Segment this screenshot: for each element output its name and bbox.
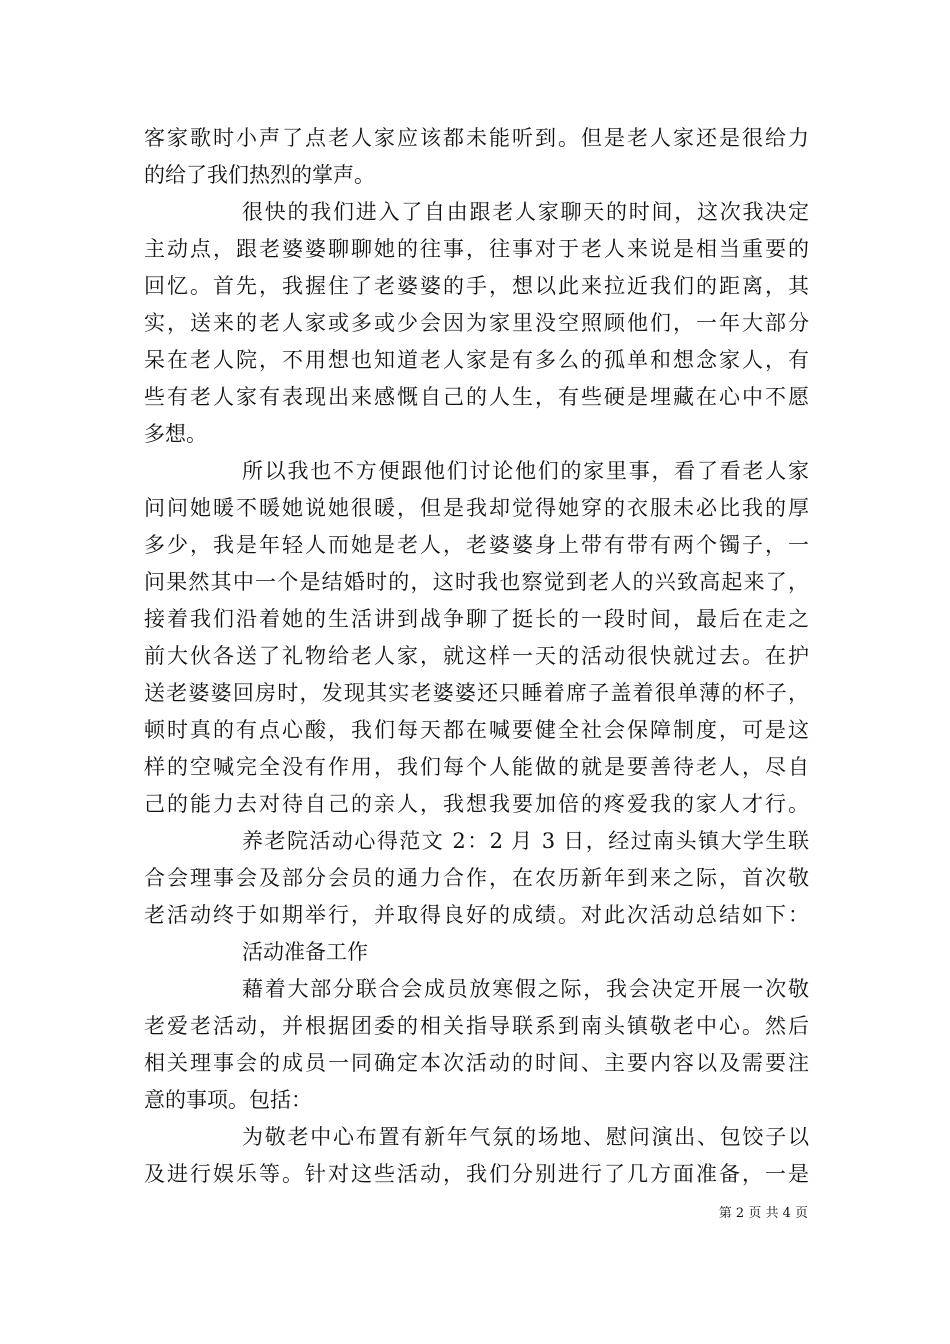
text-line: 问果然其中一个是结婚时的，这时我也察觉到老人的兴致高起来了， (144, 570, 809, 594)
text-line: 所以我也不方便跟他们讨论他们的家里事，看了看老人家 (242, 459, 809, 483)
text-line: 些有老人家有表现出来感慨自己的人生，有些硬是埋藏在心中不愿 (144, 385, 809, 409)
text-line: 老爱老活动，并根据团委的相关指导联系到南头镇敬老中心。然后 (144, 1014, 809, 1038)
text-line: 顿时真的有点心酸，我们每天都在喊要健全社会保障制度，可是这 (144, 718, 809, 742)
text-line: 及进行娱乐等。针对这些活动，我们分别进行了几方面准备，一是 (144, 1162, 809, 1186)
text-line: 老活动终于如期举行，并取得良好的成绩。对此次活动总结如下： (144, 903, 809, 927)
text-line: 己的能力去对待自己的亲人，我想我要加倍的疼爱我的家人才行。 (144, 792, 809, 816)
page-number-footer: 第 2 页 共 4 页 (718, 1206, 808, 1221)
text-line: 回忆。首先，我握住了老婆婆的手，想以此来拉近我们的距离，其 (144, 274, 809, 298)
text-line: 样的空喊完全没有作用，我们每个人能做的就是要善待老人，尽自 (144, 755, 809, 779)
text-line: 养老院活动心得范文 2：2 月 3 日，经过南头镇大学生联 (242, 829, 809, 853)
text-line: 呆在老人院，不用想也知道老人家是有多么的孤单和想念家人，有 (144, 348, 809, 372)
text-line: 接着我们沿着她的生活讲到战争聊了挺长的一段时间，最后在走之 (144, 607, 809, 631)
text-line: 意的事项。包括： (144, 1088, 312, 1112)
text-line: 很快的我们进入了自由跟老人家聊天的时间，这次我决定 (242, 200, 809, 224)
text-line: 前大伙各送了礼物给老人家，就这样一天的活动很快就过去。在护 (144, 644, 809, 668)
text-line: 活动准备工作 (242, 940, 368, 964)
text-line: 客家歌时小声了点老人家应该都未能听到。但是老人家还是很给力 (144, 126, 809, 150)
text-line: 主动点，跟老婆婆聊聊她的往事，往事对于老人来说是相当重要的 (144, 237, 809, 261)
text-line: 多想。 (144, 422, 207, 446)
text-line: 藉着大部分联合会成员放寒假之际，我会决定开展一次敬 (242, 977, 809, 1001)
text-line: 送老婆婆回房时，发现其实老婆婆还只睡着席子盖着很单薄的杯子， (144, 681, 809, 705)
text-line: 实，送来的老人家或多或少会因为家里没空照顾他们，一年大部分 (144, 311, 809, 335)
text-line: 多少，我是年轻人而她是老人，老婆婆身上带有带有两个镯子，一 (144, 533, 809, 557)
text-line: 为敬老中心布置有新年气氛的场地、慰问演出、包饺子以 (242, 1125, 809, 1149)
text-line: 相关理事会的成员一同确定本次活动的时间、主要内容以及需要注 (144, 1051, 809, 1075)
body-text (144, 120, 809, 1193)
text-line: 合会理事会及部分会员的通力合作，在农历新年到来之际，首次敬 (144, 866, 809, 890)
text-line: 的给了我们热烈的掌声。 (144, 163, 375, 187)
text-line: 问问她暖不暖她说她很暖，但是我却觉得她穿的衣服未必比我的厚 (144, 496, 809, 520)
